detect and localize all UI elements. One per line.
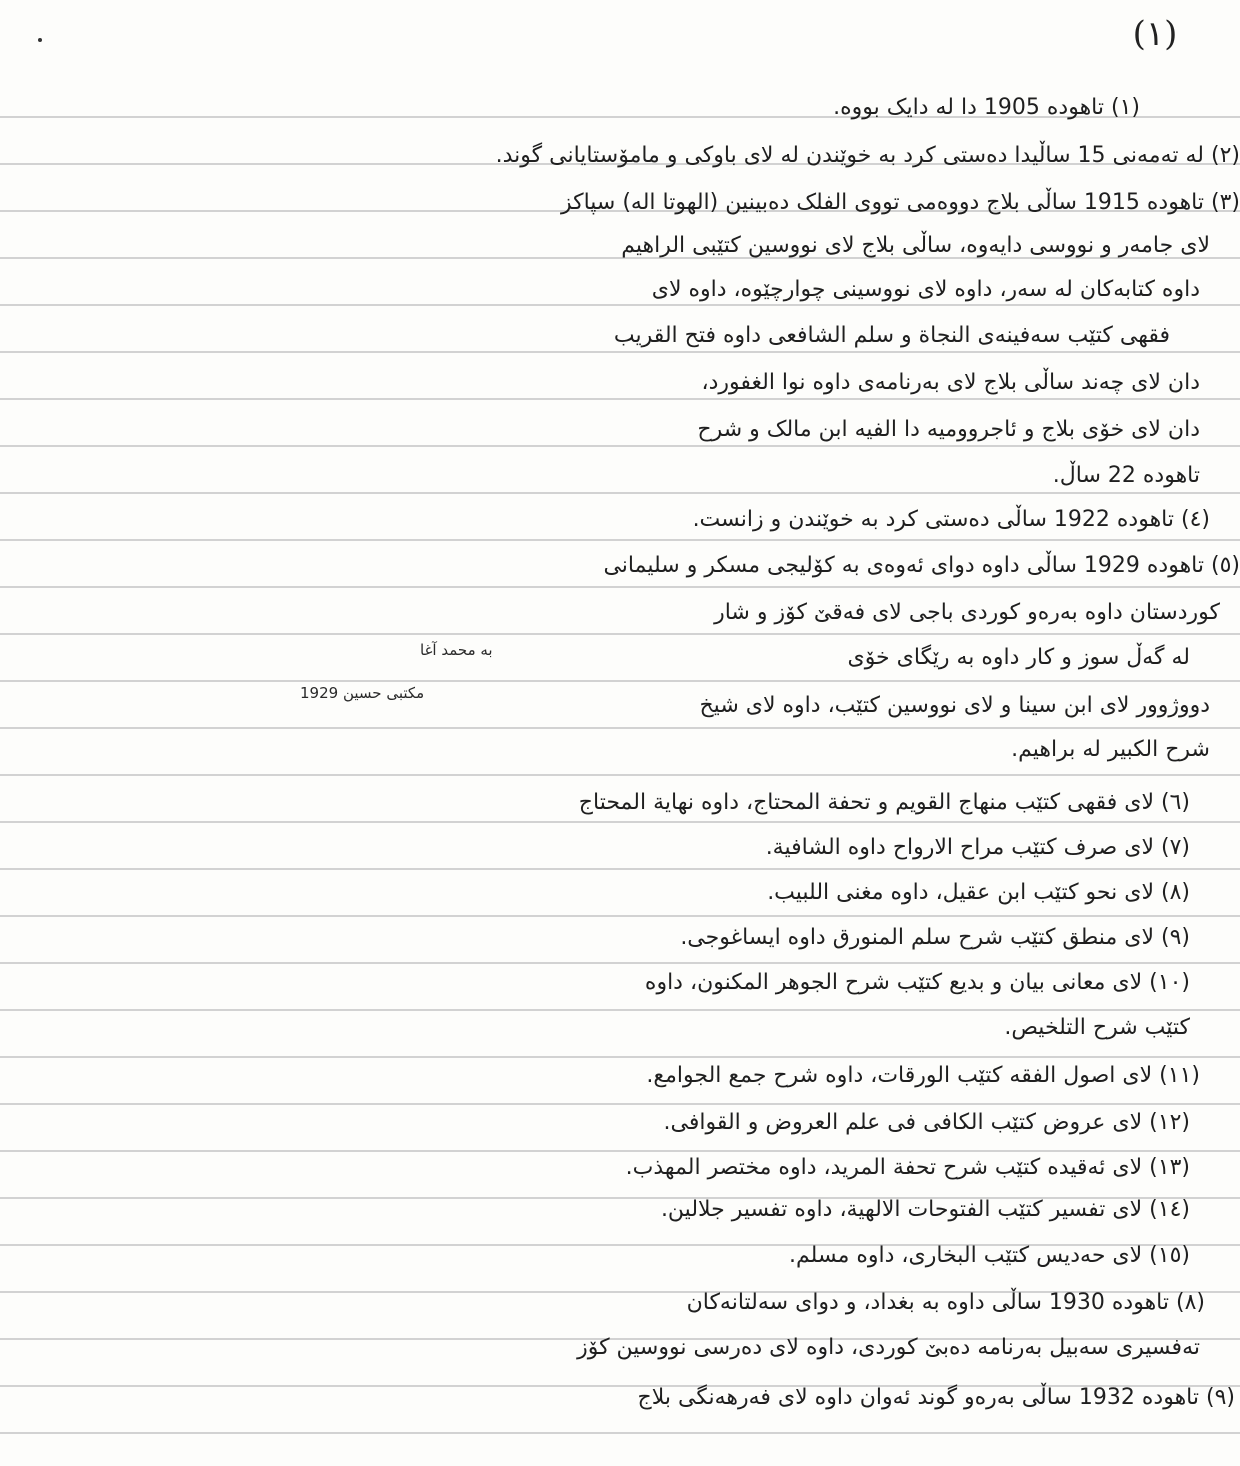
handwritten-line: تاهودە 22 ساڵ. <box>1052 463 1200 488</box>
handwritten-line: (١٥) لای حەدیس کتێب البخاری، داوە مسلم. <box>789 1243 1190 1268</box>
handwritten-line: تەفسیری سەبیل بەرنامە دەبێ کوردی، داوە لای دەرسی نووسین کۆز <box>577 1335 1200 1360</box>
handwritten-line: (٩) لای منطق کتێب شرح سلم المنورق داوە ایساغوجی. <box>680 925 1190 950</box>
handwritten-line: (٨) تاهودە 1930 ساڵی داوە بە بغداد، و دوای سەلتانەکان <box>686 1290 1205 1315</box>
handwritten-line: فقهی کتێب سەفینەی النجاة و سلم الشافعی داوە فتح القریب <box>613 323 1170 348</box>
handwritten-line: دان لای خۆی بلاج و ئاجروومیە دا الفیە ابن مالک و شرح <box>697 417 1200 442</box>
handwritten-line: (٨) لای نحو کتێب ابن عقیل، داوە مغنی اللبیب. <box>767 880 1190 905</box>
handwritten-line: (١٣) لای ئەقیدە کتێب شرح تحفة المرید، داوە مختصر المهذب. <box>625 1155 1190 1180</box>
handwritten-line: (٩) تاهودە 1932 ساڵی بەرەو گوند ئەوان داوە لای فەرهەنگی بلاج <box>637 1385 1235 1410</box>
handwritten-line: (١) تاهودە 1905 دا لە دایک بووە. <box>833 95 1140 120</box>
handwritten-line: (١١) لای اصول الفقه کتێب الورقات، داوە شرح جمع الجوامع. <box>646 1063 1200 1088</box>
handwritten-line: (٦) لای فقهی کتێب منهاج القویم و تحفة المحتاج، داوە نهایة المحتاج <box>578 790 1190 815</box>
handwritten-line: دان لای چەند ساڵی بلاج لای بەرنامەی داوە نوا الغفورد، <box>701 370 1200 395</box>
handwritten-line: (٤) تاهودە 1922 ساڵی دەستی کرد بە خوێندن و زانست. <box>692 507 1210 532</box>
handwritten-line: دووژوور لای ابن سینا و لای نووسین کتێب، داوە لای شیخ <box>699 693 1210 718</box>
interlinear-correction: مکتبی حسین 1929 <box>300 684 425 702</box>
handwritten-line: (٢) لە تەمەنی 15 ساڵیدا دەستی کرد بە خوێندن لە لای باوکی و مامۆستایانی گوند. <box>495 143 1240 168</box>
handwritten-line: شرح الکبیر لە براهیم. <box>1011 737 1210 762</box>
handwritten-line: کوردستان داوە بەرەو کوردی باجی لای فەقێ کۆز و شار <box>714 600 1220 625</box>
interlinear-correction: بە محمد آغا <box>420 641 493 659</box>
handwritten-line: (١٤) لای تفسیر کتێب الفتوحات الالهیة، داوە تفسیر جلالین. <box>660 1197 1190 1222</box>
page-number: (١) <box>1132 14 1178 54</box>
handwritten-line: کتێب شرح التلخیص. <box>1004 1015 1190 1040</box>
handwritten-line: داوە کتابەکان لە سەر، داوە لای نووسینی چوارچێوە، داوە لای <box>651 277 1200 302</box>
stray-dot <box>38 38 42 42</box>
handwritten-line: (١٠) لای معانی بیان و بدیع کتێب شرح الجوهر المکنون، داوە <box>644 970 1190 995</box>
handwritten-line: لە گەڵ سوز و کار داوە بە رێگای خۆی <box>847 645 1190 670</box>
handwritten-line: لای جامەر و نووسی دایەوە، ساڵی بلاج لای نووسین کتێبی الراهیم <box>621 233 1210 258</box>
handwritten-line: (٧) لای صرف کتێب مراح الارواح داوە الشافیة. <box>765 835 1190 860</box>
handwritten-line: (٥) تاهودە 1929 ساڵی داوە دوای ئەوەی بە کۆلیجی مسکر و سلیمانی <box>603 553 1240 578</box>
handwritten-line: (٣) تاهودە 1915 ساڵی بلاج دووەمی تووی الفلک دەبینین (الهوتا الە) سپاکز <box>560 190 1240 215</box>
handwritten-line: (١٢) لای عروض کتێب الکافی فی علم العروض و القوافی. <box>663 1110 1190 1135</box>
